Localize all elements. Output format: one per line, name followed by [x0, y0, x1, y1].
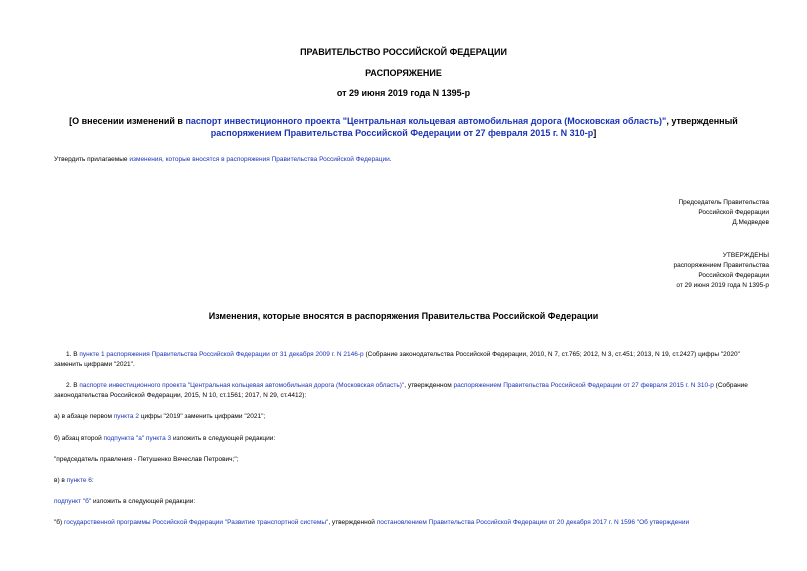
- item-2-text-3: (Собрание законодательства Российской Федерации, 2015, N 10, ст.1561; 2017, N 29, ст.4412):: [54, 382, 748, 399]
- approved-line-2: распоряжением Правительства: [673, 262, 769, 269]
- government-header: ПРАВИТЕЛЬСТВО РОССИЙСКОЙ ФЕДЕРАЦИИ: [300, 47, 507, 57]
- signature-line-1: Председатель Правительства: [678, 199, 769, 206]
- sub-v-text-2: :: [91, 477, 94, 484]
- approved-line-3: Российской Федерации: [698, 272, 769, 279]
- intro-text-1: Утвердить прилагаемые: [54, 156, 130, 163]
- sub-v1-text-2: изложить в следующей редакции:: [91, 498, 196, 505]
- sub-b-text-1: б) абзац второй: [54, 435, 104, 442]
- quote-v-paragraph: [54, 518, 770, 528]
- approved-line-4: от 29 июня 2019 года N 1395-р: [676, 282, 769, 289]
- sub-b-link[interactable]: подпункта "а" пункта 3: [103, 435, 172, 442]
- item-2-text-1: 2. В: [66, 382, 80, 389]
- quote-v-link-decree[interactable]: постановлением Правительства Российской Федерации от 20 декабря 2017 г. N 1596 "Об утверждении: [376, 519, 690, 526]
- title-text-1: [О внесении изменений в: [69, 116, 186, 126]
- sub-v-paragraph: [54, 476, 770, 486]
- document-date: от 29 июня 2019 года N 1395-р: [336, 88, 471, 98]
- item-2-link-passport[interactable]: паспорте инвестиционного проекта "Центральная кольцевая автомобильная дорога (Московская область)": [79, 382, 405, 389]
- item-1-text-1: 1. В: [66, 351, 80, 358]
- approved-block: [674, 251, 769, 291]
- approved-line-1: УТВЕРЖДЕНЫ: [722, 252, 769, 259]
- sub-a-text-2: цифры "2019" заменить цифрами "2021";: [138, 413, 266, 420]
- changes-title: Изменения, которые вносятся в распоряжения Правительства Российской Федерации: [208, 311, 599, 321]
- sub-a-link[interactable]: пункта 2: [113, 413, 139, 420]
- item-2-paragraph: [54, 381, 770, 401]
- item-1-link-order[interactable]: пункте 1 распоряжения Правительства Российской Федерации от 31 декабря 2009 г. N 2146-р: [79, 351, 364, 358]
- item-2-text-2: , утвержденном: [404, 382, 454, 389]
- intro-paragraph: [54, 155, 392, 165]
- quote-v-text-2: , утвержденной: [328, 519, 377, 526]
- quote-v-text-1: "б): [54, 519, 65, 526]
- sub-a-text-1: а) в абзаце первом: [54, 413, 114, 420]
- title-text-2: , утвержденный: [666, 116, 738, 126]
- item-1-text-2: (Собрание законодательства Российской Федерации, 2010, N 7, ст.765; 2012, N 3, ст.451; 2013, N 19, ст.2427) цифры "2020" заменить цифрами "2021".: [54, 351, 740, 368]
- title-link-passport[interactable]: паспорт инвестиционного проекта "Центральная кольцевая автомобильная дорога (Московская область)": [185, 116, 667, 126]
- sub-b-paragraph: [54, 434, 770, 444]
- intro-text-2: .: [389, 156, 392, 163]
- signature-block: [678, 198, 769, 228]
- title-text-3: ]: [593, 128, 597, 138]
- quote-v-link-program[interactable]: государственной программы Российской Федерации "Развитие транспортной системы": [64, 519, 329, 526]
- sub-v1-link[interactable]: подпункт "б": [54, 498, 92, 505]
- sub-b-text-2: изложить в следующей редакции:: [171, 435, 276, 442]
- signature-line-3: Д.Медведев: [732, 219, 769, 226]
- item-1-paragraph: [54, 350, 770, 370]
- document-title: [60, 115, 747, 139]
- signature-line-2: Российской Федерации: [698, 209, 769, 216]
- item-2-link-order[interactable]: распоряжением Правительства Российской Федерации от 27 февраля 2015 г. N 310-р: [453, 382, 714, 389]
- sub-v-text-1: в) в: [54, 477, 67, 484]
- title-link-order[interactable]: распоряжением Правительства Российской Федерации от 27 февраля 2015 г. N 310-р: [210, 128, 594, 138]
- sub-a-paragraph: [54, 412, 770, 422]
- sub-v-link[interactable]: пункте 6: [66, 477, 92, 484]
- sub-v1-paragraph: [54, 497, 770, 507]
- document-type: РАСПОРЯЖЕНИЕ: [365, 68, 442, 78]
- quote-b-paragraph: "председатель правления - Петушенко Вячеслав Петрович;";: [54, 456, 239, 463]
- intro-link-changes[interactable]: изменения, которые вносятся в распоряжения Правительства Российской Федерации: [129, 156, 390, 163]
